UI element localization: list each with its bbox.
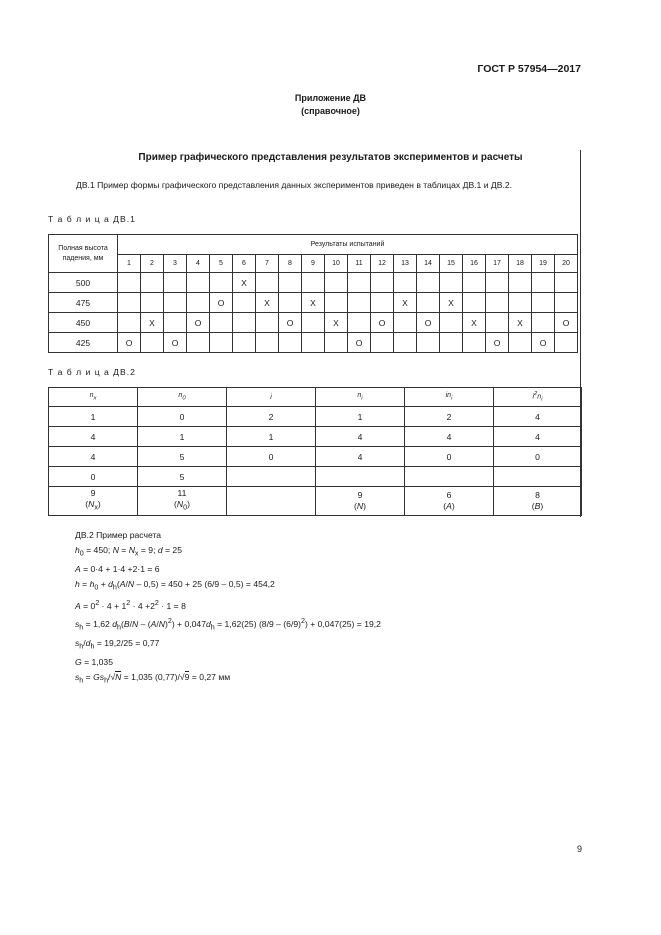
calc-line-5: $s_h = 1,62$ $d_h(B/N - (A/N)^2) + 0,047d_h = 1,62(25)$ $(8/9 - (6/9)^2) + 0,047(25) = 19,2$ bbox=[75, 617, 381, 632]
trial-number: 15 bbox=[440, 255, 463, 273]
table-cell: 4 bbox=[316, 447, 405, 467]
result-cell bbox=[417, 333, 440, 353]
result-cell bbox=[509, 333, 532, 353]
result-cell: X bbox=[233, 273, 256, 293]
table2-header-row bbox=[49, 388, 582, 407]
result-cell bbox=[118, 313, 141, 333]
table-cell: 4 bbox=[494, 427, 582, 447]
result-cell bbox=[371, 293, 394, 313]
calculation-block bbox=[75, 528, 381, 689]
result-cell bbox=[279, 273, 302, 293]
table-cell: 0 bbox=[494, 447, 582, 467]
result-cell bbox=[463, 293, 486, 313]
table-row bbox=[49, 467, 582, 487]
header-i2ni: $i^2n_i$ bbox=[494, 388, 582, 407]
table-cell: 2 bbox=[405, 407, 494, 427]
result-cell: X bbox=[302, 293, 325, 313]
table-cell: 1 bbox=[138, 427, 227, 447]
table-cell: 1 bbox=[227, 427, 316, 447]
result-cell: O bbox=[417, 313, 440, 333]
total-nx: 9 $(N_x)$ bbox=[49, 487, 138, 516]
drop-height-cell: 425 bbox=[49, 333, 118, 353]
total-i bbox=[227, 487, 316, 516]
trial-number: 2 bbox=[141, 255, 164, 273]
result-cell: X bbox=[325, 313, 348, 333]
result-cell bbox=[348, 273, 371, 293]
trial-number: 13 bbox=[394, 255, 417, 273]
drop-height-cell: 500 bbox=[49, 273, 118, 293]
trial-number: 10 bbox=[325, 255, 348, 273]
calc-line-1: $h_0 = 450$; $N = N_x = 9$; d = 25 bbox=[75, 545, 182, 558]
result-cell bbox=[187, 273, 210, 293]
table-cell: 0 bbox=[405, 447, 494, 467]
trial-number: 8 bbox=[279, 255, 302, 273]
sqrt-symbol: √ bbox=[110, 672, 116, 683]
table-row bbox=[49, 333, 578, 353]
result-cell bbox=[256, 333, 279, 353]
total-b: 8 (B) bbox=[494, 487, 582, 516]
result-cell bbox=[394, 313, 417, 333]
result-cell bbox=[440, 313, 463, 333]
result-cell: O bbox=[210, 293, 233, 313]
result-cell: O bbox=[371, 313, 394, 333]
trial-number: 4 bbox=[187, 255, 210, 273]
result-cell bbox=[325, 333, 348, 353]
table-cell: 1 bbox=[316, 407, 405, 427]
result-cell bbox=[187, 333, 210, 353]
result-cell bbox=[256, 313, 279, 333]
result-cell bbox=[325, 273, 348, 293]
result-cell bbox=[233, 313, 256, 333]
trial-number: 3 bbox=[164, 255, 187, 273]
table-dv2 bbox=[48, 387, 582, 516]
table-row bbox=[49, 407, 582, 427]
table-cell bbox=[494, 467, 582, 487]
result-cell: O bbox=[486, 333, 509, 353]
section-heading: Пример графического представления результатов экспериментов и расчеты bbox=[138, 152, 523, 163]
result-cell: O bbox=[164, 333, 187, 353]
result-cell bbox=[394, 273, 417, 293]
table-cell: 0 bbox=[49, 467, 138, 487]
result-cell bbox=[463, 273, 486, 293]
table-cell: 4 bbox=[316, 427, 405, 447]
result-cell: O bbox=[118, 333, 141, 353]
result-cell bbox=[440, 273, 463, 293]
total-a: 6 (A) bbox=[405, 487, 494, 516]
result-cell bbox=[463, 333, 486, 353]
result-cell bbox=[141, 293, 164, 313]
table-row bbox=[49, 273, 578, 293]
result-cell bbox=[141, 273, 164, 293]
result-cell bbox=[302, 333, 325, 353]
calc-line-7: G = 1,035 bbox=[75, 657, 113, 668]
calc-title: ДВ.2 Пример расчета bbox=[75, 530, 162, 540]
trial-number: 19 bbox=[532, 255, 555, 273]
page-number: 9 bbox=[576, 844, 582, 854]
height-column-header: Полная высота падения, мм bbox=[49, 235, 118, 273]
result-cell: X bbox=[256, 293, 279, 313]
calc-line-6: $s_h/d_h = 19,2/25 = 0,77$ bbox=[75, 638, 160, 651]
result-cell bbox=[371, 273, 394, 293]
result-cell: O bbox=[532, 333, 555, 353]
trial-number: 16 bbox=[463, 255, 486, 273]
trial-number: 18 bbox=[509, 255, 532, 273]
result-cell bbox=[532, 313, 555, 333]
header-ini: $in_i$ bbox=[405, 388, 494, 407]
result-cell bbox=[118, 293, 141, 313]
trial-number: 17 bbox=[486, 255, 509, 273]
result-cell: X bbox=[394, 293, 417, 313]
result-cell bbox=[256, 273, 279, 293]
trial-number: 20 bbox=[555, 255, 578, 273]
result-cell: O bbox=[187, 313, 210, 333]
result-cell bbox=[210, 313, 233, 333]
calc-line-8: $s_h = Gs_h/√N = 1,035$ (0,77)/√9 = 0,27 мм bbox=[75, 672, 231, 685]
result-cell bbox=[164, 313, 187, 333]
table-row bbox=[49, 427, 582, 447]
table-cell: 2 bbox=[227, 407, 316, 427]
annex-title-block bbox=[200, 92, 461, 118]
table-row bbox=[49, 313, 578, 333]
result-cell bbox=[118, 273, 141, 293]
result-cell bbox=[486, 293, 509, 313]
table-cell: 1 bbox=[49, 407, 138, 427]
result-cell bbox=[233, 293, 256, 313]
annex-title: Приложение ДВ bbox=[294, 93, 367, 103]
results-group-header: Результаты испытаний bbox=[118, 235, 578, 255]
result-cell bbox=[509, 293, 532, 313]
table2-totals-row bbox=[49, 487, 582, 516]
table-cell: 4 bbox=[49, 447, 138, 467]
result-cell bbox=[279, 333, 302, 353]
header-ni: $n_i$ bbox=[316, 388, 405, 407]
result-cell bbox=[348, 293, 371, 313]
drop-height-cell: 450 bbox=[49, 313, 118, 333]
table-cell: 4 bbox=[405, 427, 494, 447]
table-dv1 bbox=[48, 234, 578, 353]
result-cell bbox=[394, 333, 417, 353]
standard-designation: ГОСТ Р 57954—2017 bbox=[477, 63, 581, 75]
total-n0: 11 $(N_0)$ bbox=[138, 487, 227, 516]
result-cell bbox=[417, 293, 440, 313]
result-cell bbox=[417, 273, 440, 293]
calc-line-2: A = 0·4 + 1·4 +2·1 = 6 bbox=[75, 564, 160, 575]
result-cell bbox=[555, 333, 578, 353]
table-cell: 5 bbox=[138, 447, 227, 467]
drop-height-cell: 475 bbox=[49, 293, 118, 313]
result-cell bbox=[325, 293, 348, 313]
trial-number-row bbox=[49, 255, 578, 273]
header-n0: $n_0$ bbox=[138, 388, 227, 407]
trial-number: 6 bbox=[233, 255, 256, 273]
calc-line-3: $h = h_0 + d_h(A/N - 0,5) = 450 + 25$ (6/9 – 0,5) = 454,2 bbox=[75, 579, 275, 593]
table-cell: 5 bbox=[138, 467, 227, 487]
table-cell: 0 bbox=[138, 407, 227, 427]
result-cell: X bbox=[141, 313, 164, 333]
table-cell: 0 bbox=[227, 447, 316, 467]
result-cell: X bbox=[509, 313, 532, 333]
result-cell: O bbox=[555, 313, 578, 333]
table-row bbox=[49, 447, 582, 467]
trial-number: 12 bbox=[371, 255, 394, 273]
trial-number: 9 bbox=[302, 255, 325, 273]
table-cell bbox=[316, 467, 405, 487]
calc-line-4: $A = 0^2 \cdot 4 + 1^2 \cdot 4 +2^2 \cdot 1 = 8$ bbox=[75, 599, 186, 612]
result-cell bbox=[532, 293, 555, 313]
table-row bbox=[49, 293, 578, 313]
total-n: 9 (N) bbox=[316, 487, 405, 516]
result-cell bbox=[164, 293, 187, 313]
result-cell: O bbox=[348, 333, 371, 353]
table2-caption: Т а б л и ц а ДВ.2 bbox=[48, 367, 136, 377]
result-cell bbox=[509, 273, 532, 293]
annex-subtitle: (справочное) bbox=[301, 106, 360, 116]
table-cell bbox=[405, 467, 494, 487]
result-cell bbox=[486, 273, 509, 293]
table-cell: 4 bbox=[494, 407, 582, 427]
result-cell bbox=[532, 273, 555, 293]
result-cell: O bbox=[279, 313, 302, 333]
table1-caption: Т а б л и ц а ДВ.1 bbox=[48, 214, 136, 224]
result-cell bbox=[440, 333, 463, 353]
result-cell bbox=[555, 293, 578, 313]
result-cell: X bbox=[463, 313, 486, 333]
table-cell: 4 bbox=[49, 427, 138, 447]
trial-number: 1 bbox=[118, 255, 141, 273]
header-nx: $n_x$ bbox=[49, 388, 138, 407]
result-cell bbox=[187, 293, 210, 313]
result-cell bbox=[233, 333, 256, 353]
trial-number: 5 bbox=[210, 255, 233, 273]
result-cell bbox=[164, 273, 187, 293]
trial-number: 11 bbox=[348, 255, 371, 273]
sqrt-symbol: √ bbox=[179, 672, 185, 683]
result-cell bbox=[302, 313, 325, 333]
header-i: i bbox=[227, 388, 316, 407]
result-cell bbox=[486, 313, 509, 333]
trial-number: 7 bbox=[256, 255, 279, 273]
result-cell bbox=[210, 333, 233, 353]
trial-number: 14 bbox=[417, 255, 440, 273]
result-cell bbox=[279, 293, 302, 313]
result-cell: X bbox=[440, 293, 463, 313]
intro-paragraph: ДВ.1 Пример формы графического представления данных экспериментов приведен в таблицах ДВ.1 и ДВ.2. bbox=[76, 180, 513, 190]
result-cell bbox=[348, 313, 371, 333]
result-cell bbox=[210, 273, 233, 293]
result-cell bbox=[371, 333, 394, 353]
table-cell bbox=[227, 467, 316, 487]
result-cell bbox=[302, 273, 325, 293]
result-cell bbox=[141, 333, 164, 353]
result-cell bbox=[555, 273, 578, 293]
